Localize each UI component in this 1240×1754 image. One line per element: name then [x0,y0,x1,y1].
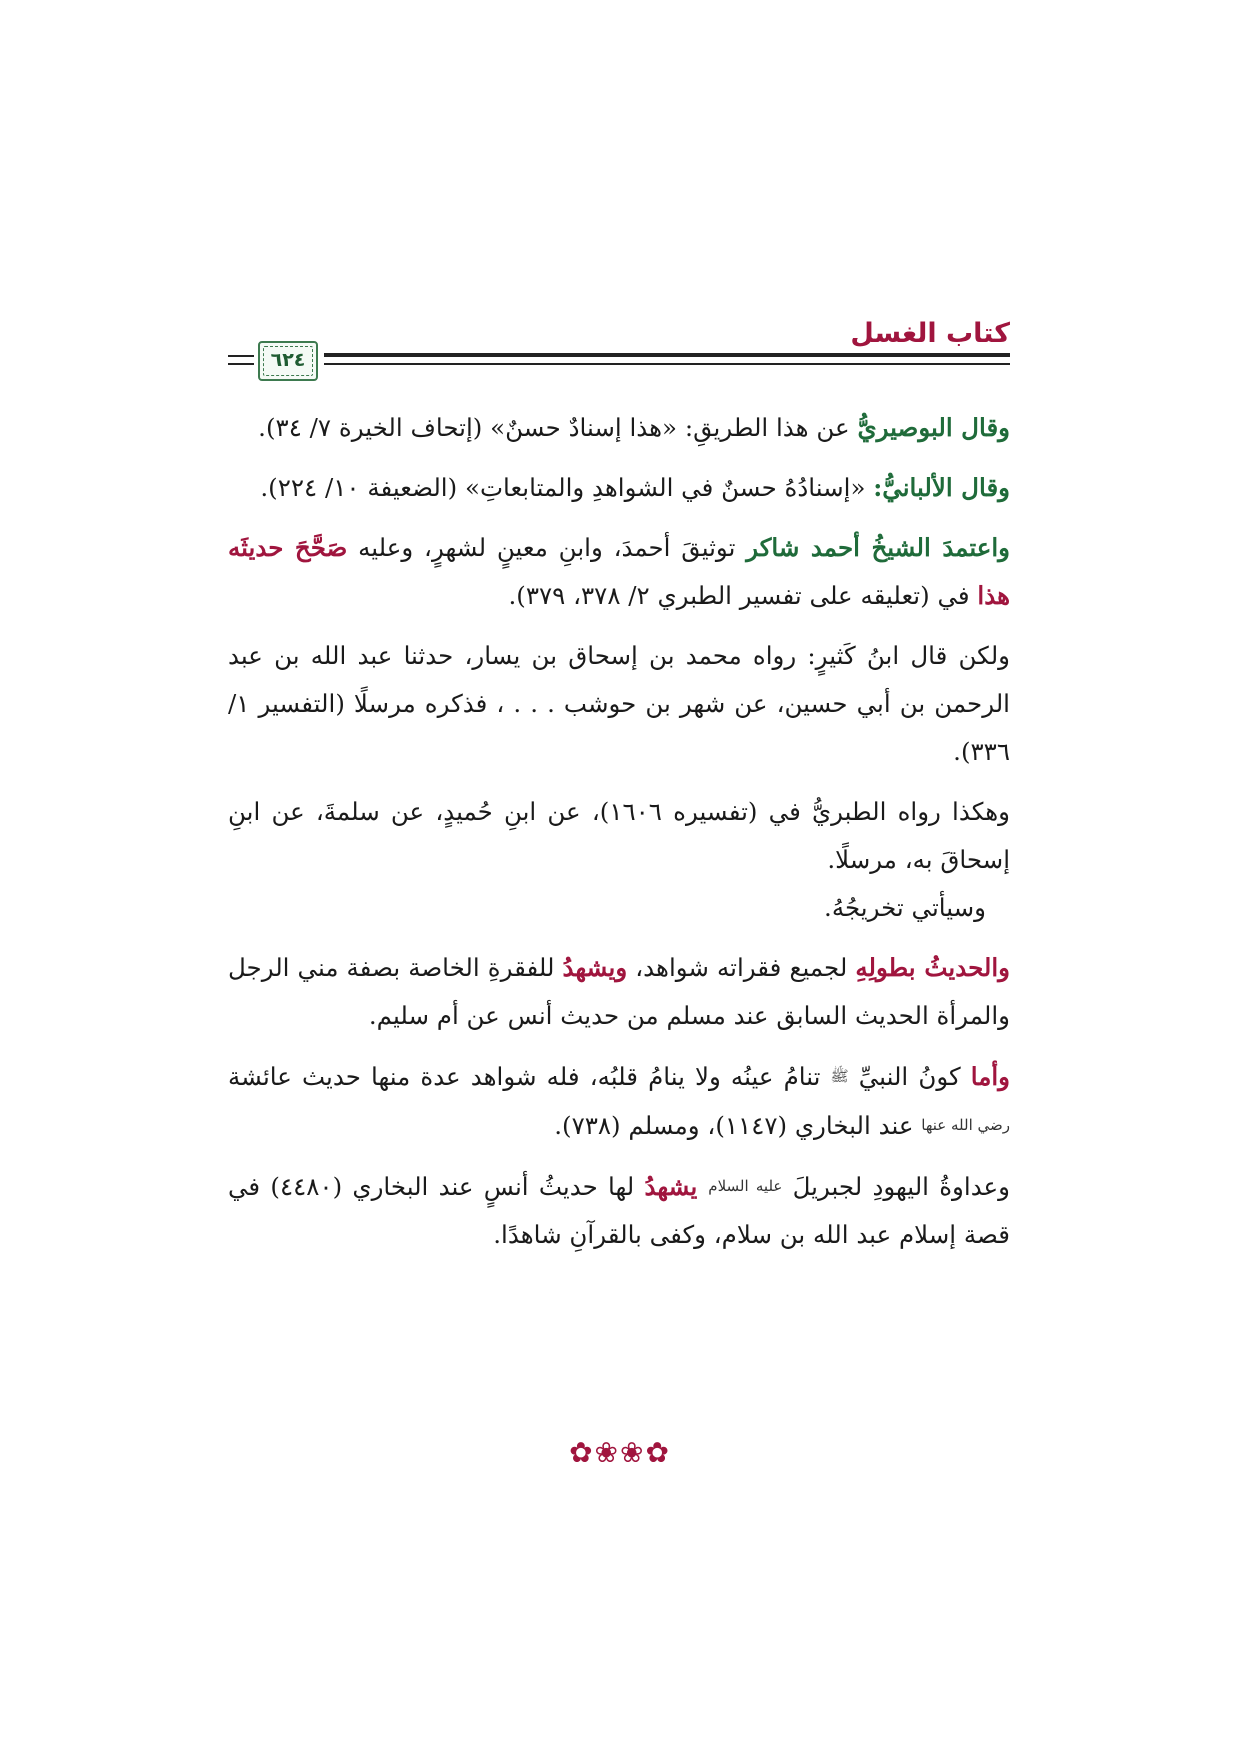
paragraph-text: لجميع فقراته شواهد، [627,953,856,982]
paragraph-tabari [228,788,1010,884]
paragraph-text: وسيأتي تخريجُهُ. [824,893,986,922]
paragraph-text: في (تعليقه على تفسير الطبري ٢/ ٣٧٨، ٣٧٩). [508,581,978,610]
paragraph-shakir [228,524,1010,620]
paragraph-text: عند البخاري (١١٤٧)، ومسلم (٧٣٨). [554,1111,922,1140]
emphasis-text: يشهدُ [644,1172,709,1201]
paragraph-text: كونُ النبيِّ [848,1062,971,1091]
paragraph-text: ولكن قال ابنُ كَثيرٍ: رواه محمد بن إسحاق بن يسار، حدثنا عبد الله بن عبد الرحمن بن أبي حسين، عن شهر بن حوشب . . . ، فذكره مرسلًا (التفسير ١/ ٣٣٦). [228,641,1010,766]
scholar-name: وقال البوصيريُّ [857,413,1010,442]
section-end-ornament: ✿❀❀✿ [569,1436,671,1469]
page-header [228,318,1010,388]
paragraph-text: توثيقَ أحمدَ، وابنِ معينٍ لشهرٍ، وعليه [347,533,747,562]
paragraph-busiri [228,404,1010,452]
page-number: ٦٢٤ [270,349,306,371]
header-rule-left-bottom [228,363,254,365]
book-title: كتاب الغسل [850,318,1010,349]
paragraph-text: «إسنادُهُ حسنٌ في الشواهدِ والمتابعاتِ» (الضعيفة ١٠/ ٢٢٤). [260,473,874,502]
paragraph-text: عن هذا الطريقِ: «هذا إسنادٌ حسنٌ» (إتحاف الخيرة ٧/ ٣٤). [258,413,858,442]
emphasis-text: وأما [970,1062,1010,1091]
paragraph-text: للفقرةِ الخاصة بصفة مني الرجل والمرأة الحديث السابق عند مسلم من حديث أنس عن أم سليم. [228,953,1010,1030]
honorific-glyph: ﷺ [830,1067,849,1085]
paragraph-jibril [228,1162,1010,1259]
page-number-frame [258,341,318,381]
header-rule-left-top [228,355,254,357]
paragraph-text: وهكذا رواه الطبريُّ في (تفسيره ١٦٠٦)، عن ابنِ حُميدٍ، عن سلمةَ، عن ابنِ إسحاقَ به، مرسلًا. [228,797,1010,874]
paragraph-albani [228,464,1010,512]
paragraph-ibn-kathir [228,632,1010,776]
paragraph-prophet-sleep [228,1052,1010,1150]
scholar-name: وقال الألبانيُّ: [873,473,1010,502]
emphasis-text: ويشهدُ [562,953,628,982]
paragraph-takhrij [228,884,1010,932]
paragraph-text: وعداوةُ اليهودِ لجبريلَ [782,1172,1011,1201]
paragraph-text: لها حديثُ أنسٍ عند البخاري (٤٤٨٠) في قصة إسلام عبد الله بن سلام، وكفى بالقرآنِ شاهدًا. [228,1172,1010,1249]
main-text [228,404,1010,1271]
paragraph-text: تنامُ عينُه ولا ينامُ قلبُه، فله شواهد عدة منها حديث عائشة [228,1062,831,1091]
emphasis-text: صَحَّحَ حديثَه هذا [228,533,1010,610]
honorific-glyph: عليه السلام [708,1177,783,1195]
header-rule-right-top [324,353,1010,357]
scholar-name: واعتمدَ الشيخُ أحمد شاكر [746,533,1010,562]
emphasis-text: والحديثُ بطولِهِ [855,953,1011,982]
paragraph-shawahid [228,944,1010,1040]
honorific-glyph: رضي الله عنها [921,1116,1010,1134]
header-rule-right-bottom [324,363,1010,365]
